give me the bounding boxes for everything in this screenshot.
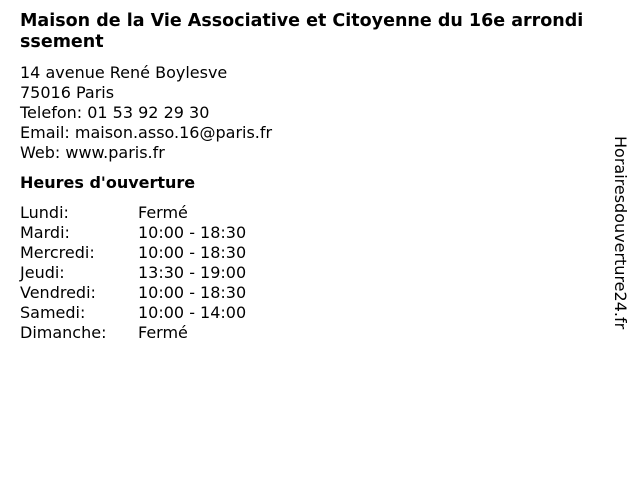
hours-time: 10:00 - 18:30 xyxy=(138,243,247,262)
email-line: Email: maison.asso.16@paris.fr xyxy=(20,123,273,142)
hours-row-wednesday xyxy=(20,243,592,263)
hours-day: Vendredi: xyxy=(20,283,96,302)
hours-row-monday xyxy=(20,203,592,223)
hours-time: 13:30 - 19:00 xyxy=(138,263,247,282)
place-title: Maison de la Vie Associative et Citoyenne du 16e arrondissement xyxy=(20,11,584,52)
opening-hours-table xyxy=(20,203,592,343)
hours-row-tuesday xyxy=(20,223,592,243)
city-postcode: 75016 Paris xyxy=(20,83,115,102)
hours-day: Lundi: xyxy=(20,203,69,222)
hours-day: Jeudi: xyxy=(20,263,65,282)
web-line: Web: www.paris.fr xyxy=(20,143,165,162)
hours-row-sunday xyxy=(20,323,592,343)
hours-day: Mardi: xyxy=(20,223,70,242)
hours-time: 10:00 - 14:00 xyxy=(138,303,247,322)
site-watermark: Horairesdouverture24.fr xyxy=(611,136,630,330)
hours-day: Mercredi: xyxy=(20,243,95,262)
hours-row-friday xyxy=(20,283,592,303)
hours-time: 10:00 - 18:30 xyxy=(138,223,247,242)
hours-time: Fermé xyxy=(138,203,188,222)
hours-day: Dimanche: xyxy=(20,323,107,342)
hours-time: Fermé xyxy=(138,323,188,342)
hours-row-saturday xyxy=(20,303,592,323)
opening-hours-heading: Heures d'ouverture xyxy=(20,173,196,192)
place-info-card xyxy=(20,11,592,343)
hours-row-thursday xyxy=(20,263,592,283)
street-address: 14 avenue René Boylesve xyxy=(20,63,228,82)
phone-line: Telefon: 01 53 92 29 30 xyxy=(20,103,210,122)
address-block xyxy=(20,63,592,163)
hours-day: Samedi: xyxy=(20,303,86,322)
hours-time: 10:00 - 18:30 xyxy=(138,283,247,302)
